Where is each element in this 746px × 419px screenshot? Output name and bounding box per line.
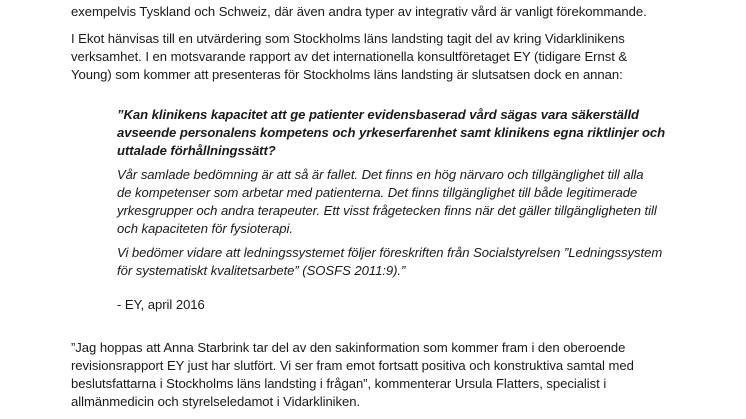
quote-answer-line: yrkesgrupper och andra terapeuter. Ett visst frågetecken finns när det gäller tillgängligheten till [117, 203, 657, 218]
paragraph-2-line: ”Jag hoppas att Anna Starbrink tar del av den sakinformation som kommer fram i den oberoende [71, 340, 626, 355]
quote-answer-line: de kompetenser som arbetar med patienterna. Det finns tillgänglighet till både legitimerade [117, 185, 638, 200]
quote-answer-line: för systematiskt kvalitetsarbete” (SOSFS 2011:9).” [117, 263, 406, 278]
quote-question-line: uttalade förhållningssätt? [117, 143, 276, 158]
paragraph-1-line: Young) som kommer att presenteras för Stockholms läns landsting är slutsatsen dock en annan: [71, 67, 623, 82]
quote-answer-line: Vår samlade bedömning är att så är fallet. Det finns en hög närvaro och tillgänglighet till alla [117, 167, 644, 182]
paragraph-2-line: allmänmedicin och styrelseledamot i Vidarkliniken. [71, 394, 361, 409]
paragraph-1-line: I Ekot hänvisas till en utvärdering som Stockholms läns landsting tagit del av kring Vidarklinikens [71, 31, 625, 46]
quote-attribution: - EY, april 2016 [117, 297, 205, 312]
quote-question-line: ”Kan klinikens kapacitet att ge patienter evidensbaserad vård sägas vara säkerställd [117, 107, 639, 122]
paragraph-1-line: verksamhet. I en motsvarande rapport av det internationella konsultföretaget EY (tidigare Ernst & [71, 49, 628, 64]
quote-answer-line: Vi bedömer vidare att ledningssystemet följer föreskriften från Socialstyrelsen ”Ledningssystem [117, 245, 663, 260]
paragraph-2-line: beslutsfattarna i Stockholms läns landsting i frågan”, kommenterar Ursula Flatters, specialist i [71, 376, 607, 391]
paragraph-2-line: revisionsrapport EY just har slutfört. Vi ser fram emot fortsatt positiva och konstruktiva samtal med [71, 358, 634, 373]
quote-answer-line: och kapaciteten för fysioterapi. [117, 221, 293, 236]
quote-question-line: avseende personalens kompetens och yrkeserfarenhet samt klinikens egna riktlinjer och [117, 125, 666, 140]
intro-line: exempelvis Tyskland och Schweiz, där även andra typer av integrativ vård är vanligt förekommande. [71, 4, 647, 19]
